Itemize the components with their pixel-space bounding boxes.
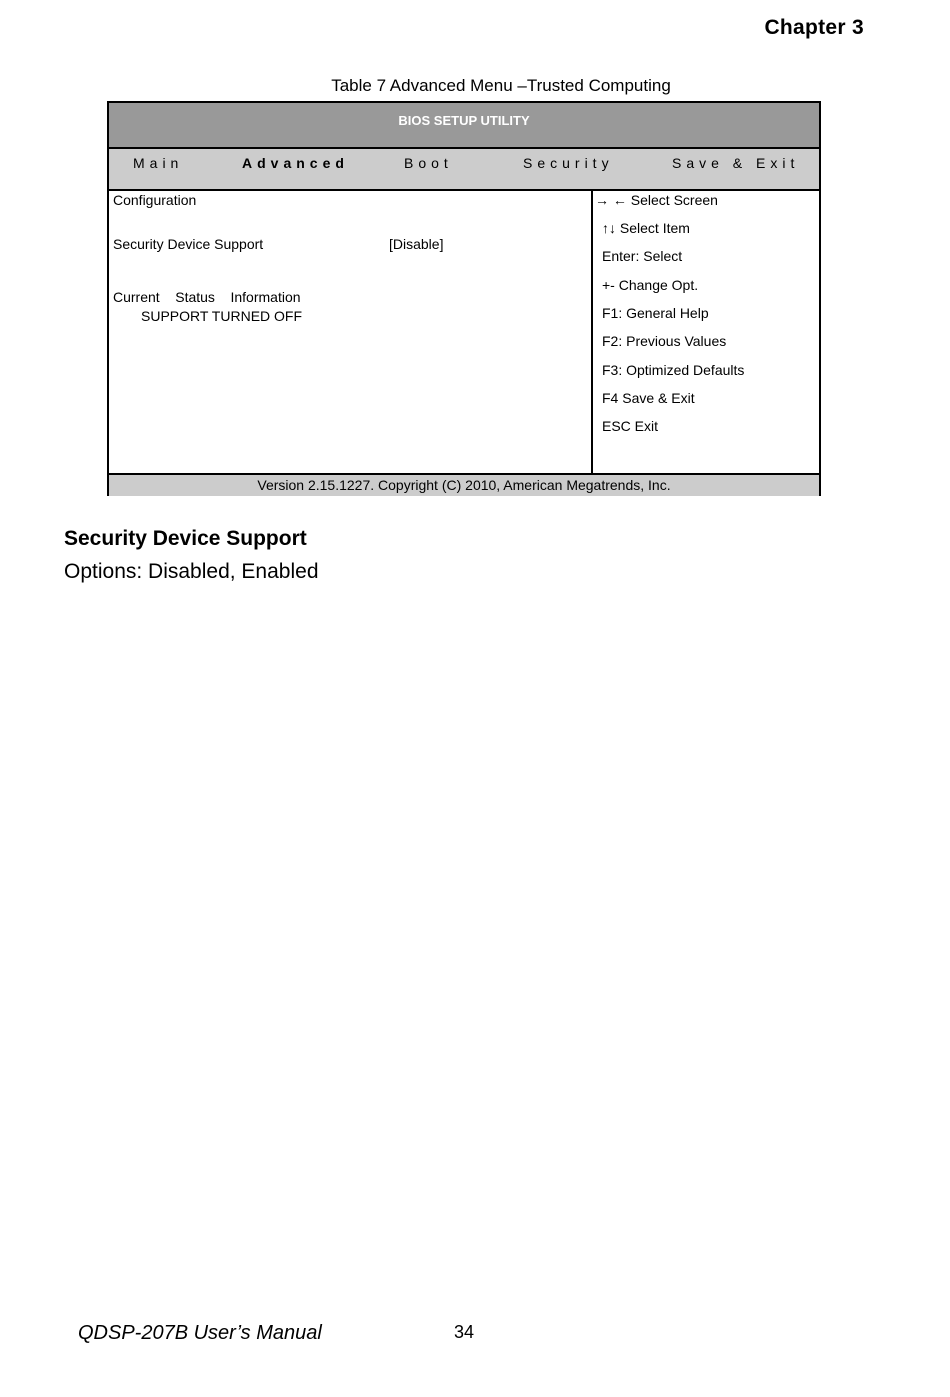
- table-caption: Table 7 Advanced Menu –Trusted Computing: [331, 76, 671, 95]
- help-select-screen: → ← Select Screen: [595, 192, 718, 208]
- help-previous-values: F2: Previous Values: [602, 333, 727, 349]
- chapter-heading: Chapter 3: [764, 16, 864, 39]
- security-device-value[interactable]: [Disable]: [389, 236, 444, 252]
- help-general-help: F1: General Help: [602, 305, 709, 321]
- bios-settings-panel: [109, 191, 593, 473]
- menu-main[interactable]: Main: [133, 155, 184, 171]
- menu-advanced[interactable]: Advanced: [242, 155, 349, 171]
- help-save-exit: F4 Save & Exit: [602, 390, 695, 406]
- bios-version-footer: Version 2.15.1227. Copyright (C) 2010, American Megatrends, Inc.: [109, 473, 819, 496]
- help-select-item: ↑↓ Select Item: [602, 220, 690, 236]
- help-enter-select: Enter: Select: [602, 248, 683, 264]
- security-device-label[interactable]: Security Device Support: [113, 236, 264, 252]
- bios-title: BIOS SETUP UTILITY: [109, 103, 819, 149]
- menu-boot[interactable]: Boot: [404, 155, 453, 171]
- help-change-opt: +- Change Opt.: [602, 277, 699, 293]
- help-esc-exit: ESC Exit: [602, 418, 659, 434]
- menu-save-exit[interactable]: Save & Exit: [672, 155, 800, 171]
- support-status-value: SUPPORT TURNED OFF: [141, 308, 303, 324]
- page-number: 34: [454, 1322, 475, 1342]
- bios-help-panel: [593, 191, 819, 473]
- section-heading: Security Device Support: [64, 527, 307, 550]
- configuration-label: Configuration: [113, 192, 197, 208]
- section-options: Options: Disabled, Enabled: [64, 560, 319, 583]
- manual-title-footer: QDSP-207B User’s Manual: [78, 1322, 322, 1344]
- current-status-label: Current Status Information: [113, 289, 301, 305]
- help-optimized-defaults: F3: Optimized Defaults: [602, 362, 745, 378]
- bios-setup-screen: [107, 101, 821, 496]
- bios-menu-bar: [109, 149, 819, 191]
- menu-security[interactable]: Security: [523, 155, 614, 171]
